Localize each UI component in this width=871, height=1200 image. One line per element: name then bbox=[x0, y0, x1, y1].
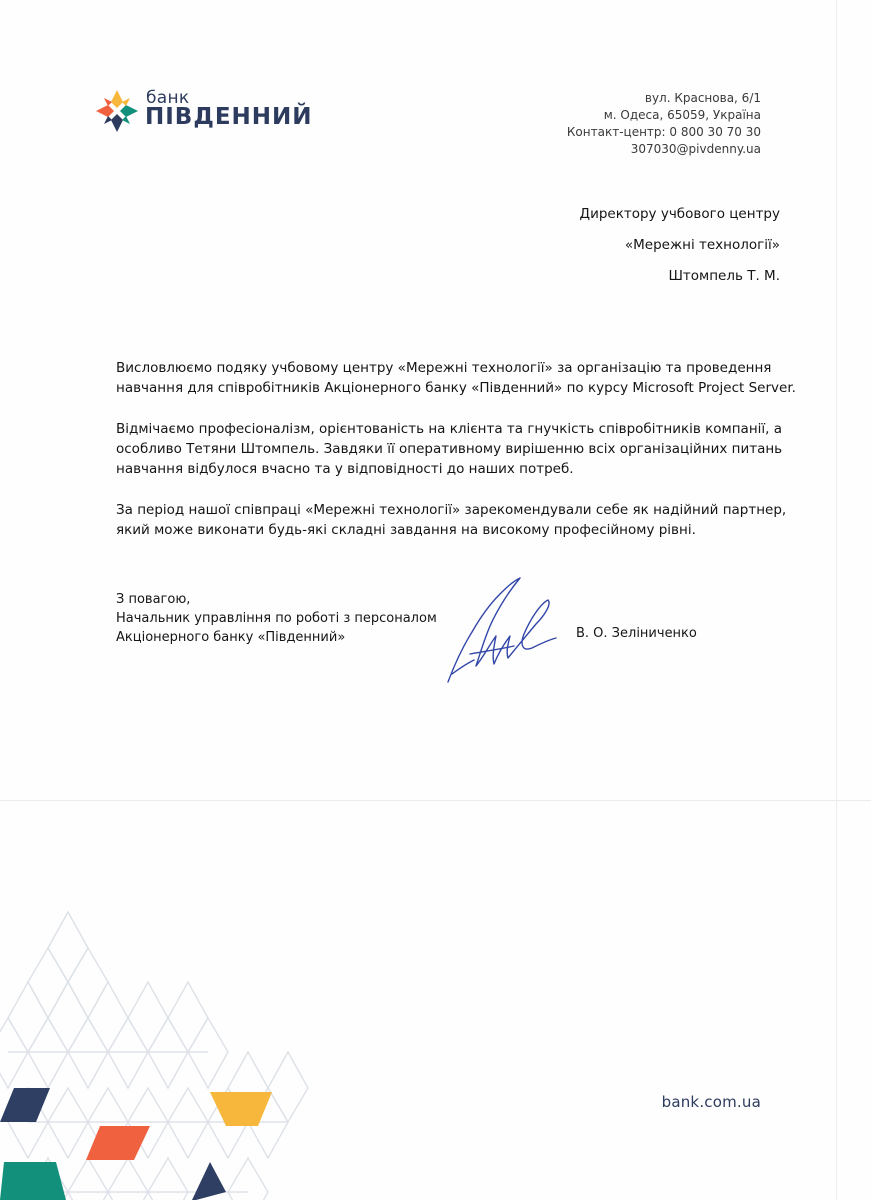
logo-text-bottom: ПІВДЕННИЙ bbox=[145, 104, 313, 130]
fold-line bbox=[0, 800, 871, 801]
cube-pattern-decoration bbox=[0, 900, 330, 1200]
logo-text-top: банк bbox=[146, 88, 190, 108]
website-link[interactable]: bank.com.ua bbox=[661, 1093, 761, 1111]
closing-position: Начальник управління по роботі з персоналом bbox=[116, 611, 437, 626]
contact-block bbox=[567, 90, 761, 158]
signature-icon bbox=[440, 574, 560, 690]
addressee-block bbox=[580, 206, 780, 299]
body-paragraph-3: За період нашої співпраці «Мережні технології» зарекомендували себе як надійний партнер, який може виконати будь-які складні завдання на високому професійному рівні. bbox=[116, 502, 787, 538]
closing-organization: Акціонерного банку «Південний» bbox=[116, 630, 346, 645]
pattern-tile-yellow bbox=[210, 1092, 272, 1126]
body-paragraph-1: Висловлюємо подяку учбовому центру «Мережні технології» за організацію та проведення навчання для співробітників Акціонерного банку «Південний» по курсу Microsoft Project Server. bbox=[116, 360, 796, 396]
pattern-tile-navy bbox=[0, 1088, 50, 1122]
page-edge bbox=[836, 0, 837, 1200]
addressee-line-2: «Мережні технології» bbox=[624, 237, 780, 253]
pattern-tile-teal bbox=[0, 1162, 66, 1200]
bank-logo bbox=[96, 88, 316, 136]
pattern-tile-orange bbox=[86, 1126, 150, 1160]
bank-logo-icon bbox=[96, 90, 138, 132]
letter-body bbox=[116, 358, 796, 561]
signer-name: В. О. Зеліниченко bbox=[576, 626, 697, 641]
pattern-tile-navy-2 bbox=[192, 1162, 226, 1200]
body-paragraph-2: Відмічаємо професіоналізм, орієнтованість на клієнта та гнучкість співробітників компанії, а особливо Тетяни Штомпель. Завдяки її оперативному вирішенню всіх організаційних питань навчання відбулося вчасно та у відповідності до наших потреб. bbox=[116, 421, 783, 477]
address-city: м. Одеса, 65059, Україна bbox=[603, 108, 761, 122]
closing-greeting: З повагою, bbox=[116, 592, 191, 607]
contact-email: 307030@pivdenny.ua bbox=[630, 142, 761, 156]
contact-phone: Контакт-центр: 0 800 30 70 30 bbox=[566, 125, 761, 139]
addressee-line-3: Штомпель Т. М. bbox=[668, 268, 780, 284]
closing-block bbox=[116, 590, 437, 647]
addressee-line-1: Директору учбового центру bbox=[579, 206, 780, 222]
address-street: вул. Краснова, 6/1 bbox=[644, 91, 761, 105]
